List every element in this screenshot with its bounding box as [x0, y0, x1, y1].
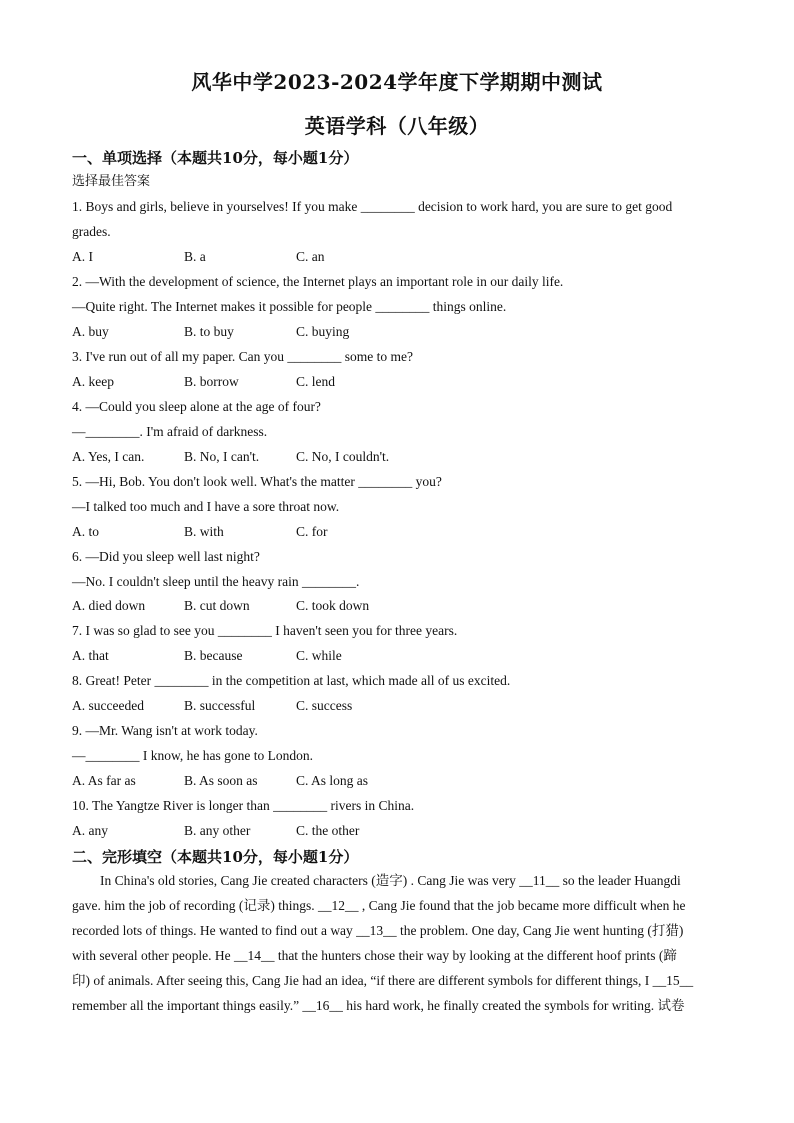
- question-1-options: [72, 248, 408, 266]
- option-a[interactable]: A. buy: [72, 324, 109, 339]
- question-6-line-1: 6. —Did you sleep well last night?: [72, 549, 260, 564]
- question-9-options: [72, 772, 408, 790]
- question-3-line-1: 3. I've run out of all my paper. Can you ________ some to me?: [72, 349, 413, 364]
- option-c[interactable]: C. took down: [296, 598, 370, 613]
- question-6-line-2: —No. I couldn't sleep until the heavy rain ________.: [72, 574, 360, 589]
- question-5-line-2: —I talked too much and I have a sore throat now.: [72, 499, 340, 514]
- option-a[interactable]: A. to: [72, 524, 99, 539]
- question-7-options: [72, 647, 408, 665]
- option-b[interactable]: B. cut down: [184, 598, 250, 613]
- option-c[interactable]: C. the other: [296, 823, 360, 838]
- option-b[interactable]: B. a: [184, 249, 206, 264]
- option-c[interactable]: C. an: [296, 249, 325, 264]
- question-10-line-1: 10. The Yangtze River is longer than ________ rivers in China.: [72, 798, 415, 813]
- cloze-passage: [72, 868, 720, 1018]
- passage-line-6: remember all the important things easily.” __16__ his hard work, he finally created the symbols for writing. 试卷: [72, 998, 685, 1013]
- question-3-options: [72, 373, 408, 391]
- question-2-line-2: —Quite right. The Internet makes it possible for people ________ things online.: [72, 299, 507, 314]
- option-b[interactable]: B. any other: [184, 823, 251, 838]
- question-7-line-1: 7. I was so glad to see you ________ I haven't seen you for three years.: [72, 623, 458, 638]
- option-c[interactable]: C. while: [296, 648, 342, 663]
- option-b[interactable]: B. with: [184, 524, 224, 539]
- exam-title: 风华中学2023-2024学年度下学期期中测试: [191, 70, 603, 94]
- option-a[interactable]: A. As far as: [72, 773, 136, 788]
- question-8-line-1: 8. Great! Peter ________ in the competition at last, which made all of us excited.: [72, 673, 511, 688]
- question-9-line-2: —________ I know, he has gone to London.: [72, 748, 313, 763]
- option-c[interactable]: C. As long as: [296, 773, 369, 788]
- question-10-options: [72, 822, 408, 840]
- option-c[interactable]: C. success: [296, 698, 353, 713]
- question-1-line-2: grades.: [72, 224, 111, 239]
- section1-heading: 一、单项选择（本题共10分，每小题1分）: [72, 149, 359, 167]
- option-c[interactable]: C. for: [296, 524, 328, 539]
- option-a[interactable]: A. Yes, I can.: [72, 449, 145, 464]
- section1-instruction: 选择最佳答案: [72, 174, 151, 189]
- option-a[interactable]: A. that: [72, 648, 109, 663]
- passage-line-5: 印) of animals. After seeing this, Cang Jie had an idea, “if there are different symbols for different things, I __15__: [72, 973, 694, 988]
- question-6-options: [72, 597, 408, 615]
- question-8-options: [72, 697, 408, 715]
- option-c[interactable]: C. buying: [296, 324, 350, 339]
- passage-line-1: In China's old stories, Cang Jie created characters (造字) . Cang Jie was very __11__ so the leader Huangdi: [100, 873, 681, 888]
- passage-line-3: recorded lots of things. He wanted to find out a way __13__ the problem. One day, Cang Jie went hunting (打猎): [72, 923, 684, 938]
- option-c[interactable]: C. lend: [296, 374, 335, 389]
- exam-subtitle: 英语学科（八年级）: [304, 114, 490, 138]
- question-4-line-1: 4. —Could you sleep alone at the age of four?: [72, 399, 321, 414]
- question-4-options: [72, 448, 408, 466]
- option-b[interactable]: B. As soon as: [184, 773, 258, 788]
- option-b[interactable]: B. because: [184, 648, 243, 663]
- question-2-line-1: 2. —With the development of science, the Internet plays an important role in our daily life.: [72, 274, 564, 289]
- option-b[interactable]: B. borrow: [184, 374, 239, 389]
- question-4-line-2: —________. I'm afraid of darkness.: [72, 424, 268, 439]
- section2-heading: 二、完形填空（本题共10分，每小题1分）: [72, 848, 359, 866]
- option-b[interactable]: B. to buy: [184, 324, 234, 339]
- option-a[interactable]: A. I: [72, 249, 93, 264]
- passage-line-2: gave. him the job of recording (记录) things. __12__ , Cang Jie found that the job became more difficult when he: [72, 898, 686, 913]
- question-9-line-1: 9. —Mr. Wang isn't at work today.: [72, 723, 258, 738]
- question-5-options: [72, 523, 408, 541]
- question-1-line-1: 1. Boys and girls, believe in yourselves! If you make ________ decision to work hard, you are sure to get good: [72, 199, 673, 214]
- question-2-options: [72, 323, 408, 341]
- option-b[interactable]: B. successful: [184, 698, 256, 713]
- option-a[interactable]: A. died down: [72, 598, 146, 613]
- question-5-line-1: 5. —Hi, Bob. You don't look well. What's the matter ________ you?: [72, 474, 442, 489]
- option-a[interactable]: A. keep: [72, 374, 114, 389]
- option-c[interactable]: C. No, I couldn't.: [296, 449, 390, 464]
- option-b[interactable]: B. No, I can't.: [184, 449, 260, 464]
- option-a[interactable]: A. any: [72, 823, 108, 838]
- option-a[interactable]: A. succeeded: [72, 698, 144, 713]
- passage-line-4: with several other people. He __14__ that the hunters chose their way by looking at the different hoof prints (蹄: [72, 948, 677, 963]
